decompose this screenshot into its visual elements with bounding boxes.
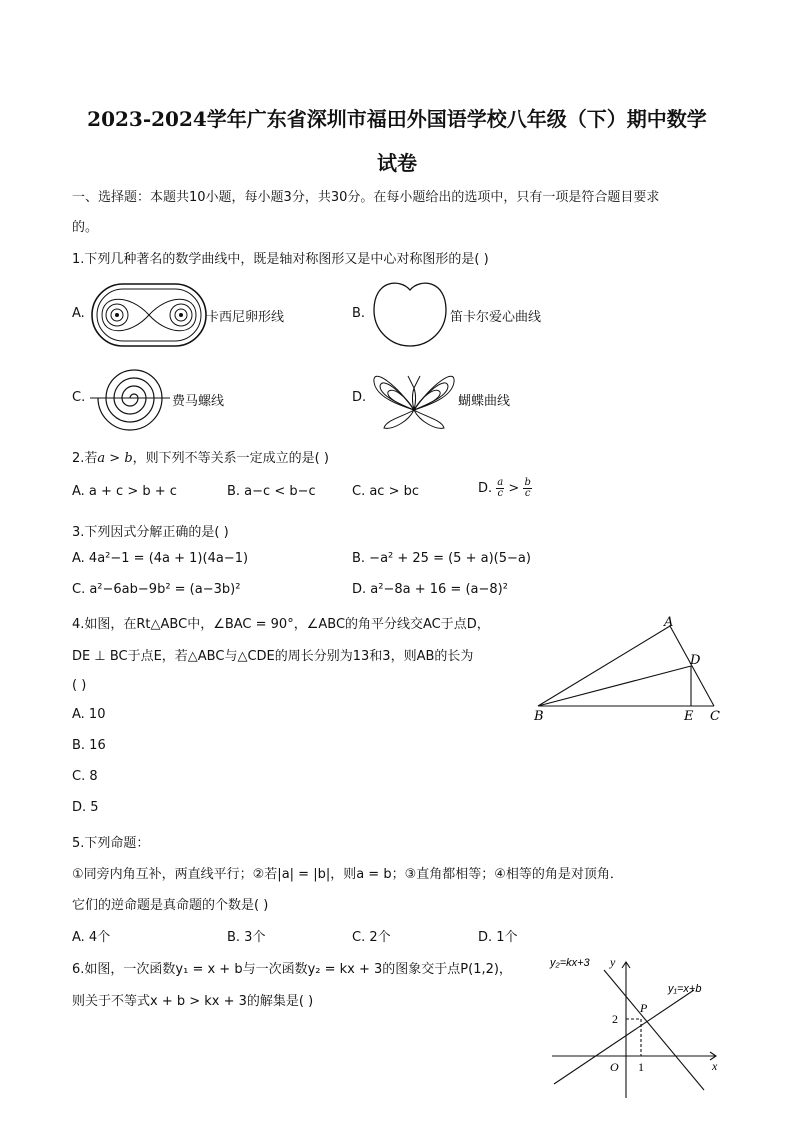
q2-gt-sign: > [508, 481, 520, 496]
q1-option-c-caption: 费马螺线 [172, 394, 225, 409]
label-a: A [664, 615, 674, 630]
q4-option-d: D. 5 [72, 800, 99, 815]
q2-option-b: B. a−c < b−c [227, 484, 316, 499]
q3-option-c: C. a²−6ab−9b² = (a−3b)² [72, 582, 241, 597]
q5-option-b: B. 3个 [227, 930, 266, 945]
cardioid-heart-icon [370, 276, 450, 348]
q5-line1: ①同旁内角互补，两直线平行；②若|a| = |b|，则a = b；③直角都相等；④相等的角是对顶角． [72, 867, 623, 882]
frac-den: c [497, 488, 504, 499]
q1-option-d-letter: D. [352, 390, 367, 405]
q4-line2: DE ⊥ BC于点E，若△ABC与△CDE的周长分别为13和3，则AB的长为 [72, 649, 474, 664]
q2-option-d-letter: D. [478, 481, 493, 496]
q1-stem: 1.下列几种著名的数学曲线中，既是轴对称图形又是中心对称图形的是( ) [72, 252, 489, 267]
butterfly-curve-icon [368, 366, 460, 432]
q4-option-b: B. 16 [72, 738, 106, 753]
q5-stem: 5.下列命题： [72, 836, 150, 851]
q2-stem-post: ，则下列不等关系一定成立的是( ) [132, 451, 329, 466]
q2-frac-b-over-c [523, 478, 531, 499]
label-d: D [690, 653, 701, 668]
q2-stem [72, 447, 329, 466]
q4-line3: ( ) [72, 678, 87, 693]
q6-graph-figure [544, 950, 728, 1100]
q1-option-a-caption: 卡西尼卵形线 [206, 310, 285, 325]
segment-bd [538, 666, 691, 706]
q1-option-a-letter: A. [72, 306, 85, 321]
page-title-line2: 试卷 [377, 151, 417, 175]
q2-option-c: C. ac > bc [352, 484, 420, 499]
label-y2: y₂=kx+3 [550, 957, 590, 969]
frac-num: b [524, 477, 531, 488]
q6-line2: 则关于不等式x + b > kx + 3的解集是( ) [72, 994, 314, 1009]
q1-option-d-caption: 蝴蝶曲线 [458, 394, 511, 409]
q4-option-a: A. 10 [72, 707, 106, 722]
label-y1: y₁=x+b [668, 983, 702, 995]
q2-option-a: A. a + c > b + c [72, 484, 177, 499]
label-b: B [534, 709, 544, 724]
label-c: C [710, 709, 720, 724]
label-two: 2 [612, 1012, 618, 1026]
label-origin: O [610, 1060, 619, 1074]
q4-line1: 4.如图，在Rt△ABC中，∠BAC = 90°，∠ABC的角平分线交AC于点D， [72, 617, 490, 632]
q5-option-d: D. 1个 [478, 930, 518, 945]
q3-stem: 3.下列因式分解正确的是( ) [72, 525, 229, 540]
q2-stem-math: a > b [97, 451, 133, 466]
section-heading-line1: 一、选择题：本题共10小题，每小题3分，共30分。在每小题给出的选项中，只有一项是符合题目要求 [72, 190, 660, 205]
q1-option-c-letter: C. [72, 390, 86, 405]
q3-option-d: D. a²−8a + 16 = (a−8)² [352, 582, 508, 597]
q5-option-c: C. 2个 [352, 930, 391, 945]
line-y1 [554, 990, 694, 1084]
label-p: P [640, 1001, 648, 1015]
frac-den: c [524, 488, 531, 499]
q1-option-b-caption: 笛卡尔爱心曲线 [450, 310, 542, 325]
label-y-axis: y [610, 955, 616, 969]
q4-triangle-figure [530, 614, 730, 726]
cassini-oval-icon [90, 282, 208, 348]
q5-line2: 它们的逆命题是真命题的个数是( ) [72, 898, 269, 913]
q2-stem-pre: 2.若 [72, 451, 98, 466]
label-one: 1 [638, 1060, 644, 1074]
q3-option-a: A. 4a²−1 = (4a + 1)(4a−1) [72, 551, 249, 566]
label-e: E [684, 709, 694, 724]
section-heading-line2: 的。 [72, 220, 99, 235]
q2-frac-a-over-c [496, 478, 504, 499]
label-x-axis: x [712, 1059, 718, 1073]
q2-option-d [478, 478, 532, 499]
fermat-spiral-icon [88, 362, 172, 434]
q3-option-b: B. −a² + 25 = (5 + a)(5−a) [352, 551, 531, 566]
q5-option-a: A. 4个 [72, 930, 111, 945]
page-title-line1: 2023-2024学年广东省深圳市福田外国语学校八年级（下）期中数学 [87, 107, 707, 131]
segment-ba [538, 626, 670, 706]
frac-num: a [497, 477, 504, 488]
q1-option-b-letter: B. [352, 306, 366, 321]
q6-line1: 6.如图，一次函数y₁ = x + b与一次函数y₂ = kx + 3的图象交于点P(1,2)， [72, 962, 512, 977]
q4-option-c: C. 8 [72, 769, 98, 784]
